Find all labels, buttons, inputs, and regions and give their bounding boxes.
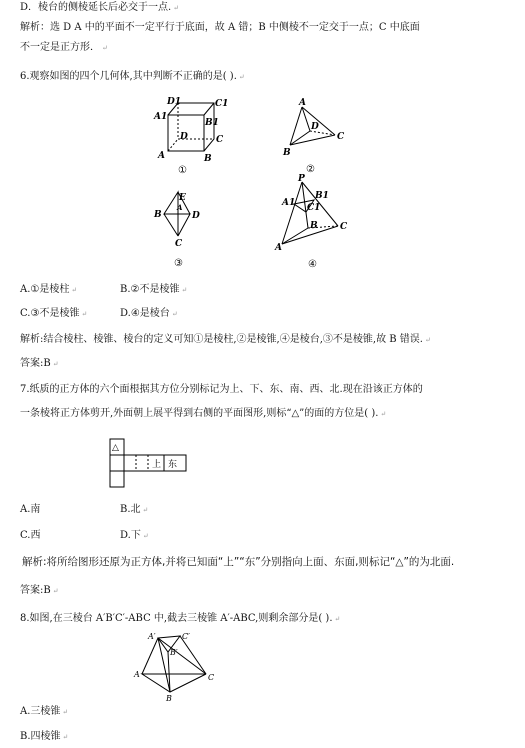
bipyramid-edge <box>164 214 178 236</box>
label-a-prime: A′ <box>148 632 156 641</box>
label-d: D <box>311 122 319 132</box>
label-b-prime: B′ <box>170 648 178 657</box>
label-p: P <box>298 174 305 184</box>
label-c: C <box>337 132 345 142</box>
line-text: 6.观察如图的四个几何体,其中判断不正确的是( ). <box>20 71 237 82</box>
line-text: 解析:结合棱柱、棱锥、棱台的定义可知①是棱柱,②是棱锥,④是棱台,③不是棱锥,故 B 错误. <box>20 334 423 345</box>
line-text: 8.如图,在三棱台 A′B′C′-ABC 中,截去三棱锥 A′-ABC,则剩余部分是( ). <box>20 613 333 624</box>
edge <box>142 638 158 674</box>
figure-frustum-q8 <box>130 630 220 702</box>
option-text: A.南 <box>20 504 41 515</box>
cube-hidden-edge <box>168 139 178 151</box>
q7-explanation <box>22 555 454 569</box>
label-a: A <box>299 98 306 108</box>
label-c-prime: C′ <box>182 632 190 641</box>
label-b: B <box>204 154 212 164</box>
label-b: B <box>166 694 172 702</box>
label-c1: C1 <box>215 99 229 109</box>
option-d-text: D．棱台的侧棱延长后必交于一点. ↵ <box>20 2 180 13</box>
option-text: C.西 <box>20 530 41 541</box>
face-label-up: 上 <box>152 460 162 470</box>
label-a1: A1 <box>282 198 296 208</box>
pyramid-edge <box>290 107 302 145</box>
label-c: C <box>340 222 348 232</box>
q8-option-a: A.三棱锥 ↵ <box>20 706 69 717</box>
q6-option-a: A.①是棱柱 ↵ <box>20 284 78 295</box>
q7-option-c <box>20 529 40 543</box>
figure-cube <box>150 95 230 175</box>
question-7-line-1 <box>20 383 423 397</box>
q6-answer: 答案:B ↵ <box>20 358 59 369</box>
explanation-line-2: 不一定是正方形． ↵ <box>20 42 108 53</box>
q7-option-b: B.北 ↵ <box>120 504 149 515</box>
option-text: A.①是棱柱 <box>20 284 70 295</box>
q7-answer: 答案:B ↵ <box>20 585 59 596</box>
line-text: 7.纸质的正方体的六个面根据其方位分别标记为上、下、东、南、西、北.现在沿该正方体的 <box>20 384 423 395</box>
label-b: B <box>310 221 318 231</box>
option-text: B.北 <box>120 504 141 515</box>
figure-number: ② <box>306 164 315 175</box>
q6-option-c: C.③不是棱锥 ↵ <box>20 308 88 319</box>
option-text: D.④是棱台 <box>120 308 170 319</box>
q7-option-d: D.下 ↵ <box>120 530 149 541</box>
option-text: D.下 <box>120 530 141 541</box>
label-b: B <box>283 148 291 158</box>
q6-option-b: B.②不是棱锥 ↵ <box>120 284 188 295</box>
label-c: C <box>208 673 215 682</box>
question-6: 6.观察如图的四个几何体,其中判断不正确的是( ). ↵ <box>20 71 245 82</box>
figure-cube-net <box>108 437 188 491</box>
option-text: A.三棱锥 <box>20 706 61 717</box>
label-d: D <box>192 211 200 221</box>
question-8: 8.如图,在三棱台 A′B′C′-ABC 中,截去三棱锥 A′-ABC,则剩余部分是( ). ↵ <box>20 613 341 624</box>
label-a: A <box>275 243 282 253</box>
q6-option-d: D.④是棱台 ↵ <box>120 308 178 319</box>
label-a: A <box>177 203 183 212</box>
label-a: A <box>158 151 165 161</box>
line-text: 解析：选 D A 中的平面不一定平行于底面，故 A 错；B 中侧棱不一定交于一点；C 中底面 <box>20 22 420 33</box>
cube-edge <box>204 103 214 115</box>
label-c1: C1 <box>307 203 321 213</box>
question-7-line-2: 一条棱将正方体剪开,外面朝上展平得到右侧的平面图形,则标“△”的面的方位是( ). ↵ <box>20 408 387 419</box>
label-e: E <box>179 193 186 203</box>
option-text: C.③不是棱锥 <box>20 308 80 319</box>
q7-option-a <box>20 503 40 517</box>
figure-bipyramid <box>150 188 230 272</box>
label-d1: D1 <box>167 97 182 107</box>
face-label-east: 东 <box>168 460 178 470</box>
label-d: D <box>180 132 188 142</box>
line-text: 解析:将所给图形还原为正方体,并将已知面“上”“东”分别指向上面、东面,则标记“△”的为北面. <box>22 556 455 568</box>
label-a: A <box>134 670 140 679</box>
line-text: D．棱台的侧棱延长后必交于一点. <box>20 2 172 13</box>
label-a1: A1 <box>154 112 168 122</box>
explanation-line-1 <box>20 21 420 35</box>
figure-number: ① <box>178 165 187 175</box>
label-b: B <box>154 210 162 220</box>
figure-number: ④ <box>308 259 317 270</box>
line-text: 一条棱将正方体剪开,外面朝上展平得到右侧的平面图形,则标“△”的面的方位是( ). <box>20 408 379 419</box>
figure-frustum <box>270 172 360 272</box>
label-b1: B1 <box>205 118 219 128</box>
triangle-face-label: △ <box>112 443 119 453</box>
q8-option-b: B.四棱锥 ↵ <box>20 731 69 742</box>
line-text: 答案:B <box>20 585 51 596</box>
line-text: 不一定是正方形． <box>20 42 100 53</box>
option-text: B.②不是棱锥 <box>120 284 180 295</box>
edge <box>180 636 206 674</box>
frustum-edge <box>282 182 302 244</box>
q6-explanation: 解析:结合棱柱、棱锥、棱台的定义可知①是棱柱,②是棱锥,④是棱台,③不是棱锥,故 B 错误. ↵ <box>20 334 431 345</box>
option-text: B.四棱锥 <box>20 731 61 742</box>
line-text: 答案:B <box>20 358 51 369</box>
label-c: C <box>175 239 183 249</box>
figure-pyramid <box>280 95 360 175</box>
bottom-face <box>142 674 206 692</box>
label-c: C <box>216 135 224 145</box>
label-b1: B1 <box>315 191 329 201</box>
figure-number: ③ <box>174 258 183 269</box>
